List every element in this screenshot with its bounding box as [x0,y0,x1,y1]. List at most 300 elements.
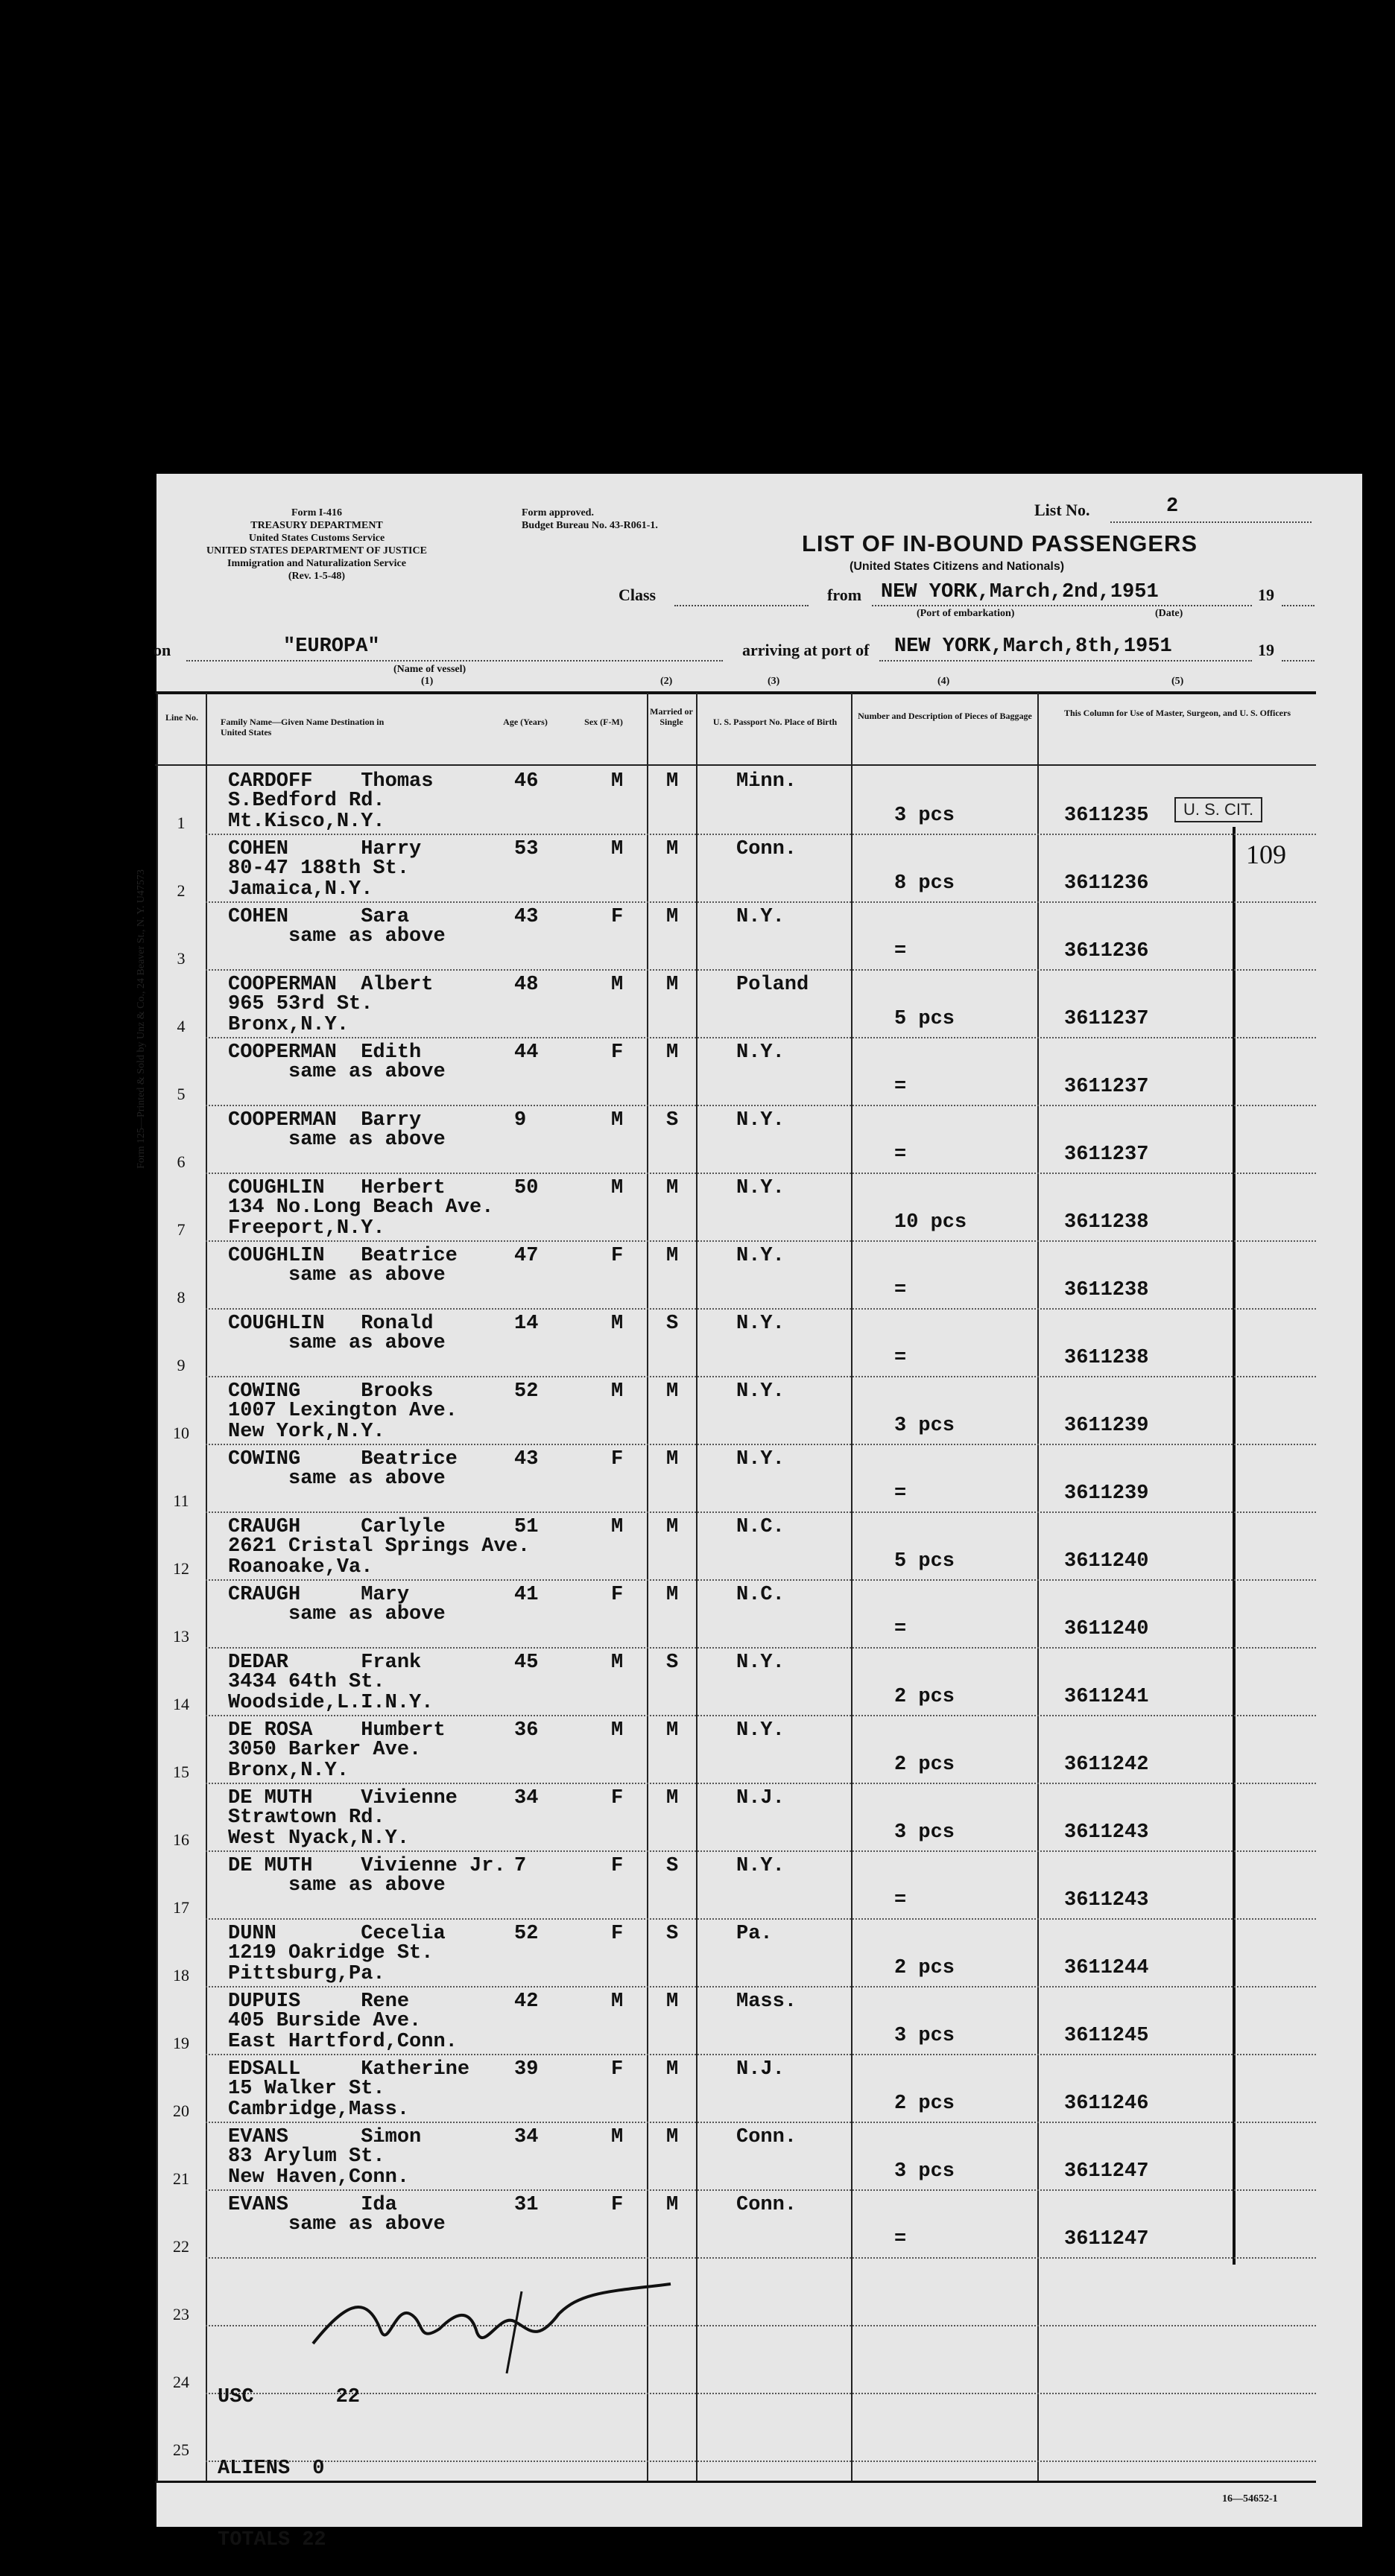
line-number: 1 [177,813,186,832]
passenger-name: DE MUTH Vivienne Jr. [228,1855,506,1877]
sex: F [611,1584,624,1606]
header-line-no: Line No. [165,712,198,723]
list-no-label: List No. [1034,501,1090,519]
line-number: 10 [173,1424,189,1442]
passenger-name: DEDAR Frank [228,1652,422,1674]
line-number: 20 [173,2101,189,2120]
row-divider [206,1986,1316,1987]
row-divider [206,1444,1316,1445]
grand-total-line [218,2528,360,2552]
punch-hole [86,1138,122,1174]
row-divider [206,1783,1316,1784]
header-bottom-border [155,764,1316,766]
line-number: 12 [173,1559,189,1578]
passenger-name: CARDOFF Thomas [228,770,434,793]
baggage: = [894,1618,907,1640]
marital-status: S [666,1313,679,1335]
place-of-birth: N.Y. [736,1855,785,1877]
line-number: 22 [173,2237,189,2256]
officer-reference: 3611237 [1064,1008,1149,1030]
officer-reference: 3611238 [1064,1347,1149,1369]
officer-reference: 3611244 [1064,1957,1149,1979]
passenger-name: COOPERMAN Albert [228,974,434,996]
year-line [1282,605,1315,606]
line-number: 18 [173,1966,189,1985]
officer-reference: 3611239 [1064,1482,1149,1505]
vessel-name: "EUROPA" [283,635,380,658]
age: 42 [514,1990,539,2013]
age: 43 [514,1448,539,1471]
destination-line-1: same as above [228,1332,446,1354]
sex: M [611,1109,624,1132]
age: 9 [514,1109,527,1132]
table-bottom-border [155,2481,1316,2483]
marital-status: M [666,838,679,860]
treasury-dept: TREASURY DEPARTMENT [250,520,383,531]
baggage: 2 pcs [894,1686,955,1708]
place-of-birth: N.Y. [736,906,785,928]
col-number-1: (1) [421,676,434,687]
line-number: 25 [173,2440,189,2459]
officer-reference: 3611247 [1064,2160,1149,2183]
sex: F [611,1448,624,1471]
line-number: 11 [173,1491,189,1510]
row-divider [206,1105,1316,1106]
officer-reference: 3611236 [1064,940,1149,962]
officer-reference: 3611243 [1064,1821,1149,1844]
passenger-name: COHEN Sara [228,906,410,928]
destination-line-1: 405 Burside Ave. [228,2010,422,2032]
place-of-birth: Poland [736,974,809,996]
passenger-name: COHEN Harry [228,838,422,860]
totals-label: TOTALS [218,2529,291,2551]
header-married-single: Married or Single [650,706,693,727]
form-code: 16—54652-1 [1222,2493,1278,2504]
age: 53 [514,838,539,860]
table-top-border [155,691,1316,694]
sex: F [611,1245,624,1267]
destination-line-1: 80-47 188th St. [228,857,410,880]
baggage: 3 pcs [894,2025,955,2047]
age: 43 [514,906,539,928]
row-divider [206,1715,1316,1716]
officer-reference: 3611243 [1064,1889,1149,1912]
col-number-5: (5) [1171,676,1184,687]
destination-line-2: Bronx,N.Y. [228,1014,349,1036]
punch-hole [63,670,98,706]
destination-line-1: 15 Walker St. [228,2078,385,2100]
marital-status: M [666,2058,679,2081]
row-divider [206,1037,1316,1038]
row-divider [206,834,1316,835]
officer-reference: 3611235 [1064,805,1149,827]
place-of-birth: N.C. [736,1516,785,1538]
customs-service: United States Customs Service [248,533,385,544]
destination-line-1: 1219 Oakridge St. [228,1942,434,1964]
line-number: 16 [173,1830,189,1849]
destination-line-1: same as above [228,1468,446,1490]
place-of-birth: N.Y. [736,1177,785,1199]
destination-line-2: Woodside,L.I.N.Y. [228,1692,434,1714]
destination-line-1: S.Bedford Rd. [228,790,385,812]
on-label: on [154,641,171,659]
age: 44 [514,1041,539,1064]
place-of-birth: N.Y. [736,1380,785,1403]
place-of-birth: N.Y. [736,1313,785,1335]
age: 41 [514,1584,539,1606]
destination-line-1: 134 No.Long Beach Ave. [228,1196,494,1219]
sex: M [611,1652,624,1674]
passenger-name: DUPUIS Rene [228,1990,410,2013]
marital-status: M [666,1990,679,2013]
sex: M [611,770,624,793]
from-label: from [827,586,862,604]
col-divider [647,693,648,2481]
age: 7 [514,1855,527,1877]
line-number: 4 [177,1017,186,1035]
line-number: 3 [177,949,186,968]
passenger-name: DE MUTH Vivienne [228,1787,458,1809]
year-line [1282,660,1315,662]
destination-line-1: same as above [228,1129,446,1151]
baggage: 5 pcs [894,1008,955,1030]
passenger-name: EDSALL Katherine [228,2058,470,2081]
aliens-label: ALIENS [218,2458,291,2480]
sex: M [611,1516,624,1538]
officer-reference: 3611237 [1064,1143,1149,1166]
sex: F [611,1787,624,1809]
marital-status: S [666,1652,679,1674]
officer-reference: 3611238 [1064,1279,1149,1301]
from-line [872,605,1252,606]
page-title: LIST OF IN-BOUND PASSENGERS [802,530,1198,556]
age: 34 [514,1787,539,1809]
line-number: 8 [177,1288,186,1307]
line-number: 13 [173,1627,189,1646]
place-of-birth: N.Y. [736,1448,785,1471]
col-number-2: (2) [660,676,673,687]
punch-hole [63,1469,98,1505]
age: 52 [514,1380,539,1403]
arriving-label: arriving at port of [742,641,870,659]
marital-status: M [666,974,679,996]
place-of-birth: N.J. [736,1787,785,1809]
row-divider [206,2054,1316,2055]
age: 36 [514,1719,539,1742]
marital-status: M [666,770,679,793]
marital-status: M [666,1380,679,1403]
destination-line-1: same as above [228,1264,446,1287]
destination-line-1: same as above [228,1061,446,1083]
place-of-birth: N.J. [736,2058,785,2081]
arriving-line [879,660,1252,662]
arrival-port-value: NEW YORK,March,8th,1951 [894,635,1172,658]
line-number: 6 [177,1152,186,1171]
age: 39 [514,2058,539,2081]
passenger-name: CRAUGH Carlyle [228,1516,446,1538]
form-revision: (Rev. 1-5-48) [288,571,346,582]
destination-line-2: New York,N.Y. [228,1421,385,1443]
line-number: 5 [177,1085,186,1103]
destination-line-1: 83 Arylum St. [228,2145,385,2168]
marital-status: M [666,1516,679,1538]
totals-block [218,2338,360,2576]
row-divider [206,1850,1316,1852]
age: 14 [514,1313,539,1335]
port-embark-caption: (Port of embarkation) [917,608,1015,619]
marital-status: S [666,1923,679,1945]
sex: F [611,2194,624,2216]
punch-hole [83,2429,119,2464]
passenger-name: DE ROSA Humbert [228,1719,446,1742]
marital-status: M [666,1041,679,1064]
us-citizen-stamp: U. S. CIT. [1174,797,1262,822]
row-divider [206,1376,1316,1377]
punch-hole [83,1833,119,1868]
sex: M [611,1313,624,1335]
line-number: 15 [173,1763,189,1781]
row-divider [206,2189,1316,2191]
age: 46 [514,770,539,793]
baggage: = [894,1076,907,1098]
place-of-birth: N.Y. [736,1719,785,1742]
destination-line-2: Mt.Kisco,N.Y. [228,810,385,833]
line-number: 9 [177,1356,186,1374]
baggage: 2 pcs [894,1957,955,1979]
destination-line-1: 1007 Lexington Ave. [228,1400,458,1422]
line-number: 2 [177,881,186,900]
officer-reference: 3611242 [1064,1754,1149,1776]
baggage: 3 pcs [894,2160,955,2183]
sex: M [611,838,624,860]
header-age: Age (Years) [503,717,548,727]
place-of-birth: Minn. [736,770,797,793]
age: 34 [514,2126,539,2148]
passenger-name: COWING Brooks [228,1380,434,1403]
marital-status: M [666,2126,679,2148]
sex: M [611,1990,624,2013]
passenger-name: COOPERMAN Edith [228,1041,422,1064]
marital-status: M [666,1719,679,1742]
sex: F [611,1041,624,1064]
place-of-birth: Conn. [736,2126,797,2148]
baggage: 5 pcs [894,1550,955,1573]
row-divider [206,2257,1316,2259]
sex: M [611,974,624,996]
sex: M [611,1719,624,1742]
sex: M [611,2126,624,2148]
marital-status: S [666,1109,679,1132]
passenger-name: EVANS Ida [228,2194,397,2216]
line-number: 23 [173,2305,189,2323]
grand-total-count: 22 [302,2529,326,2551]
page-subtitle: (United States Citizens and Nationals) [850,560,1065,573]
usc-count: 22 [335,2386,361,2408]
place-of-birth: N.C. [736,1584,785,1606]
baggage: 3 pcs [894,1821,955,1844]
sex: F [611,1923,624,1945]
sex: F [611,1855,624,1877]
ins-service: Immigration and Naturalization Service [227,558,406,569]
age: 48 [514,974,539,996]
sex: F [611,2058,624,2081]
destination-line-2: Pittsburg,Pa. [228,1963,385,1985]
justice-dept: UNITED STATES DEPARTMENT OF JUSTICE [206,545,427,556]
age: 47 [514,1245,539,1267]
officer-reference: 3611241 [1064,1686,1149,1708]
vessel-line [186,660,723,662]
class-label: Class [619,586,657,604]
destination-line-1: 2621 Cristal Springs Ave. [228,1535,531,1558]
destination-line-2: New Haven,Conn. [228,2166,410,2189]
baggage: = [894,1347,907,1369]
embarkation-value: NEW YORK,March,2nd,1951 [881,581,1159,603]
age: 51 [514,1516,539,1538]
row-divider [206,1511,1316,1513]
row-divider [206,2393,1316,2394]
destination-line-2: Freeport,N.Y. [228,1217,385,1240]
marital-status: M [666,1584,679,1606]
baggage: 3 pcs [894,805,955,827]
col-divider [696,693,698,2481]
baggage: 2 pcs [894,1754,955,1776]
line-number: 17 [173,1898,189,1917]
passenger-name: COOPERMAN Barry [228,1109,422,1132]
officer-reference: 3611247 [1064,2228,1149,2250]
baggage: 2 pcs [894,2093,955,2115]
usc-label: USC [218,2386,254,2408]
row-divider [206,2461,1316,2462]
passenger-name: COUGHLIN Beatrice [228,1245,458,1267]
officer-reference: 3611239 [1064,1415,1149,1437]
baggage: 10 pcs [894,1211,967,1234]
officer-reference: 3611237 [1064,1076,1149,1098]
baggage: 3 pcs [894,1415,955,1437]
marital-status: S [666,1855,679,1877]
destination-line-1: 965 53rd St. [228,993,373,1015]
place-of-birth: N.Y. [736,1109,785,1132]
row-divider [206,969,1316,971]
officer-reference: 3611240 [1064,1618,1149,1640]
place-of-birth: Pa. [736,1923,773,1945]
sex: M [611,1380,624,1403]
officer-reference: 3611245 [1064,2025,1149,2047]
row-divider [206,1579,1316,1581]
place-of-birth: N.Y. [736,1245,785,1267]
baggage: 8 pcs [894,872,955,895]
aliens-total-line [218,2457,360,2481]
list-no-line [1110,521,1312,523]
header-baggage: Number and Description of Pieces of Baggage [858,711,1032,721]
age: 31 [514,2194,539,2216]
officer-reference: 3611240 [1064,1550,1149,1573]
stamp-count: 109 [1246,840,1286,869]
line-number: 7 [177,1220,186,1239]
year-suffix: 19 [1258,586,1274,604]
approval-line: Form approved. [522,507,594,518]
age: 50 [514,1177,539,1199]
destination-line-2: Jamaica,N.Y. [228,878,373,901]
marital-status: M [666,1448,679,1471]
row-divider [206,1308,1316,1310]
punch-hole [86,532,122,568]
usc-total-line [218,2385,360,2409]
header-name-destination: Family Name—Given Name Destination in United States [221,717,385,737]
place-of-birth: Conn. [736,2194,797,2216]
col-number-3: (3) [768,676,780,687]
header-officer-use: This Column for Use of Master, Surgeon, and U. S. Officers [1063,708,1291,718]
destination-line-1: 3434 64th St. [228,1671,385,1693]
row-divider [206,1173,1316,1174]
age: 45 [514,1652,539,1674]
place-of-birth: N.Y. [736,1041,785,1064]
baggage: = [894,1279,907,1301]
line-number: 14 [173,1695,189,1713]
form-identity-block [149,507,484,583]
passenger-name: DUNN Cecelia [228,1923,446,1945]
col-divider [156,693,158,2481]
officer-reference: 3611236 [1064,872,1149,895]
destination-line-1: 3050 Barker Ave. [228,1739,422,1761]
header-passport-birth: U. S. Passport No. Place of Birth [712,717,838,727]
officer-reference: 3611238 [1064,1211,1149,1234]
destination-line-2: Roanoake,Va. [228,1556,373,1579]
header-sex: Sex (F-M) [584,717,623,727]
place-of-birth: Conn. [736,838,797,860]
row-divider [206,1240,1316,1242]
budget-bureau-line: Budget Bureau No. 43-R061-1. [522,520,658,531]
marital-status: M [666,1177,679,1199]
aliens-count: 0 [312,2458,325,2480]
side-printer-imprint: Form 125—Printed & Sold by Unz & Co., 24 Beaver St., N. Y. U47573 [136,869,147,1169]
row-divider [206,2122,1316,2123]
line-number: 21 [173,2169,189,2188]
officer-reference: 3611246 [1064,2093,1149,2115]
baggage: = [894,1482,907,1505]
sex: F [611,906,624,928]
marital-status: M [666,2194,679,2216]
marital-status: M [666,906,679,928]
approval-block [522,507,658,532]
date-caption: (Date) [1155,608,1183,619]
destination-line-1: same as above [228,2213,446,2236]
row-divider [206,1918,1316,1920]
list-no-value: 2 [1166,495,1179,518]
passenger-name: CRAUGH Mary [228,1584,410,1606]
col-divider [851,693,852,2481]
passenger-name: COUGHLIN Herbert [228,1177,446,1199]
destination-line-1: same as above [228,1603,446,1625]
punch-hole [83,2302,119,2338]
sex: M [611,1177,624,1199]
baggage: = [894,1143,907,1166]
marital-status: M [666,1787,679,1809]
passenger-name: COWING Beatrice [228,1448,458,1471]
baggage: = [894,2228,907,2250]
col-divider [206,693,207,2481]
destination-line-2: Bronx,N.Y. [228,1760,349,1782]
row-divider [206,901,1316,903]
destination-line-2: East Hartford,Conn. [228,2031,458,2053]
destination-line-1: same as above [228,1874,446,1897]
destination-line-1: Strawtown Rd. [228,1806,385,1829]
row-divider [206,1647,1316,1649]
form-number: Form I-416 [291,507,343,518]
age: 52 [514,1923,539,1945]
baggage: = [894,1889,907,1912]
bracket-line [1233,827,1236,2265]
place-of-birth: N.Y. [736,1652,785,1674]
